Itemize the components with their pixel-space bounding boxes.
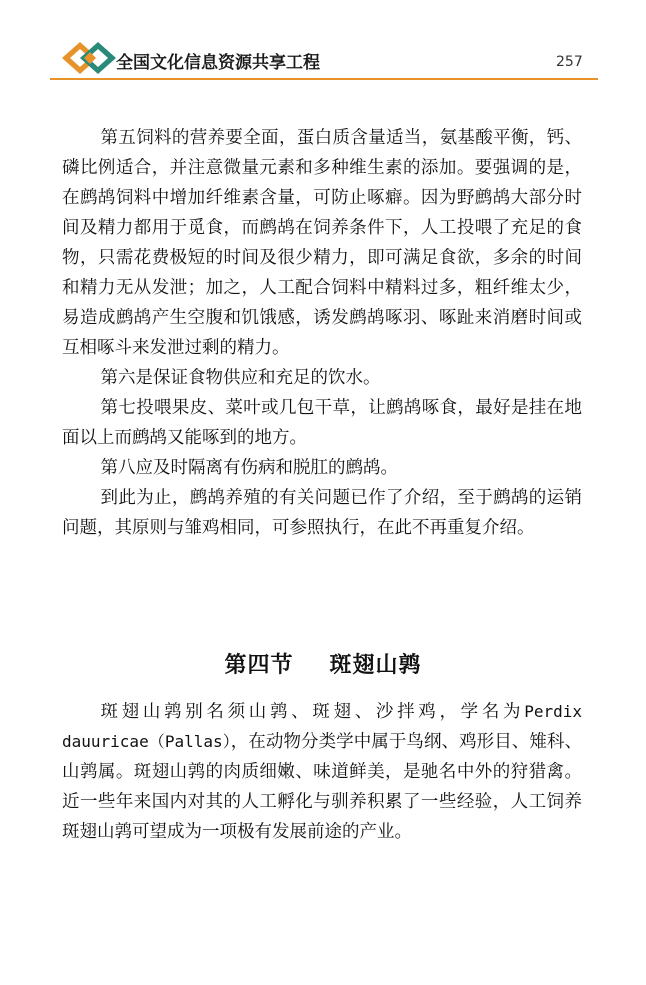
paragraph: 到此为止，鹧鸪养殖的有关问题已作了介绍，至于鹧鸪的运销问题，其原则与雏鸡相同，可参照执行，在此不再重复介绍。 [62,488,582,538]
paragraph-part: ，在动物分类学中属于鸟纲、鸡形目、雉科、山鹑属。斑翅山鹑的肉质细嫩、味道鲜美，是驰名中外的狩猎禽。近一些年来国内对其的人工孵化与驯养积累了一些经验，人工饲养斑翅山鹑可望成为一项极有发展前途的产业。 [62,732,583,842]
paragraph: 第六是保证食物供应和充足的饮水。 [100,368,381,388]
diamond-logo-icon [62,40,116,76]
body-text-top [62,123,582,543]
paragraph: 第八应及时隔离有伤病和脱肛的鹧鸪。 [100,458,398,478]
header-rule [50,78,598,80]
section-title: 斑翅山鹑 [329,653,422,678]
paragraph: 第五饲料的营养要全面，蛋白质含量适当，氨基酸平衡，钙、磷比例适合，并注意微量元素和多种维生素的添加。要强调的是，在鹧鸪饲料中增加纤维素含量，可防止啄癖。因为野鹧鸪大部分时间及精力都用于觅食，而鹧鸪在饲养条件下，人工投喂了充足的食物，只需花费极短的时间及很少精力，即可满足食欲，多余的时间和精力无从发泄；加之，人工配合饲料中精料过多，粗纤维太少，易造成鹧鸪产生空腹和饥饿感，诱发鹧鸪啄羽、啄趾来消磨时间或互相啄斗来发泄过剩的精力。 [62,128,582,358]
paragraph [62,697,582,847]
header-title: 全国文化信息资源共享工程 [116,53,320,73]
page-header [0,0,646,80]
page-number: 257 [556,54,583,70]
scientific-name: Perdix dauuricae（Pallas） [62,702,582,751]
paragraph: 第七投喂果皮、菜叶或几包干草，让鹧鸪啄食，最好是挂在地面以上而鹧鸪又能啄到的地方。 [62,398,582,448]
paragraph-part: 斑翅山鹑别名须山鹑、斑翅、沙拌鸡，学名为 [100,702,525,722]
section-number: 第四节 [224,653,294,678]
body-text-bottom [62,697,582,847]
section-heading [0,648,646,679]
